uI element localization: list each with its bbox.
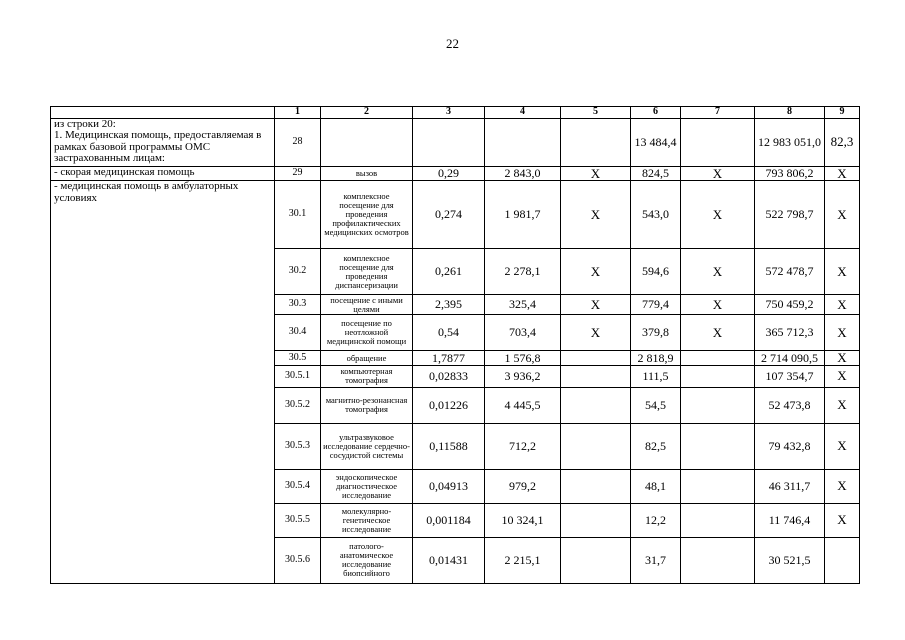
- value-col9: 82,3: [825, 118, 860, 166]
- table-row: [51, 181, 860, 249]
- value-col4: 2 278,1: [485, 249, 561, 295]
- unit-name: посещение по неотложной медицинской помощи: [321, 315, 413, 351]
- value-col3: 0,04913: [413, 469, 485, 503]
- value-col8: 2 714 090,5: [755, 351, 825, 366]
- value-col5: X: [561, 181, 631, 249]
- value-col7: [681, 423, 755, 469]
- value-col6: 48,1: [631, 469, 681, 503]
- page-number: 22: [446, 36, 459, 51]
- value-col5: [561, 351, 631, 366]
- value-col7: [681, 503, 755, 537]
- value-col6: 111,5: [631, 365, 681, 387]
- value-col6: 13 484,4: [631, 118, 681, 166]
- value-col9: X: [825, 387, 860, 423]
- row-number: 30.3: [275, 295, 321, 315]
- unit-name: обращение: [321, 351, 413, 366]
- value-col3: 2,395: [413, 295, 485, 315]
- value-col5: [561, 118, 631, 166]
- value-col5: [561, 365, 631, 387]
- value-col3: 0,29: [413, 166, 485, 181]
- value-col3: 0,261: [413, 249, 485, 295]
- value-col3: 0,54: [413, 315, 485, 351]
- value-col6: 779,4: [631, 295, 681, 315]
- row-number: 30.1: [275, 181, 321, 249]
- value-col4: 2 215,1: [485, 537, 561, 583]
- value-col7: X: [681, 249, 755, 295]
- unit-name: патолого-анатомическое исследование биопсийного: [321, 537, 413, 583]
- unit-name: компьютерная томография: [321, 365, 413, 387]
- value-col8: 30 521,5: [755, 537, 825, 583]
- value-col5: [561, 503, 631, 537]
- unit-name: вызов: [321, 166, 413, 181]
- value-col8: 79 432,8: [755, 423, 825, 469]
- value-col7: [681, 387, 755, 423]
- value-col6: 824,5: [631, 166, 681, 181]
- value-col4: 1 576,8: [485, 351, 561, 366]
- value-col9: X: [825, 503, 860, 537]
- value-col9: X: [825, 469, 860, 503]
- value-col4: 1 981,7: [485, 181, 561, 249]
- row-number: 30.5.5: [275, 503, 321, 537]
- value-col4: 979,2: [485, 469, 561, 503]
- value-col9: [825, 537, 860, 583]
- value-col3: 0,274: [413, 181, 485, 249]
- row-number: 30.4: [275, 315, 321, 351]
- row-number: 30.5.2: [275, 387, 321, 423]
- value-col6: 82,5: [631, 423, 681, 469]
- header-row: [51, 107, 860, 119]
- header-cell-8: 8: [755, 107, 825, 119]
- row-number: 30.5.1: [275, 365, 321, 387]
- value-col4: 3 936,2: [485, 365, 561, 387]
- value-col8: 750 459,2: [755, 295, 825, 315]
- row-label: - скорая медицинская помощь: [51, 166, 275, 181]
- unit-name: комплексное посещение для проведения диспансеризации: [321, 249, 413, 295]
- header-cell-6: 6: [631, 107, 681, 119]
- value-col5: X: [561, 295, 631, 315]
- value-col6: 12,2: [631, 503, 681, 537]
- table-row: [51, 166, 860, 181]
- unit-name: посещение с иными целями: [321, 295, 413, 315]
- value-col6: 543,0: [631, 181, 681, 249]
- row-number: 29: [275, 166, 321, 181]
- row-number: 28: [275, 118, 321, 166]
- row-number: 30.5.6: [275, 537, 321, 583]
- value-col6: 379,8: [631, 315, 681, 351]
- value-col7: [681, 469, 755, 503]
- value-col6: 54,5: [631, 387, 681, 423]
- value-col7: X: [681, 181, 755, 249]
- value-col8: 572 478,7: [755, 249, 825, 295]
- value-col5: [561, 537, 631, 583]
- unit-name: эндоскопическое диагностическое исследование: [321, 469, 413, 503]
- value-col7: [681, 351, 755, 366]
- value-col3: [413, 118, 485, 166]
- value-col8: 11 746,4: [755, 503, 825, 537]
- value-col3: 0,02833: [413, 365, 485, 387]
- value-col5: [561, 387, 631, 423]
- value-col7: X: [681, 315, 755, 351]
- value-col3: 0,11588: [413, 423, 485, 469]
- row-label: из строки 20: 1. Медицинская помощь, предоставляемая в рамках базовой программы ОМС застрахованным лицам:: [51, 118, 275, 166]
- unit-name: [321, 118, 413, 166]
- value-col9: X: [825, 249, 860, 295]
- value-col4: 703,4: [485, 315, 561, 351]
- row-number: 30.5.4: [275, 469, 321, 503]
- value-col6: 31,7: [631, 537, 681, 583]
- header-cell-1: 1: [275, 107, 321, 119]
- value-col7: X: [681, 166, 755, 181]
- value-col4: 712,2: [485, 423, 561, 469]
- unit-name: комплексное посещение для проведения профилактических медицинских осмотров: [321, 181, 413, 249]
- value-col3: 0,001184: [413, 503, 485, 537]
- header-cell-9: 9: [825, 107, 860, 119]
- value-col4: [485, 118, 561, 166]
- value-col5: X: [561, 315, 631, 351]
- value-col9: X: [825, 166, 860, 181]
- value-col9: X: [825, 315, 860, 351]
- row-number: 30.5: [275, 351, 321, 366]
- header-cell-4: 4: [485, 107, 561, 119]
- header-cell-5: 5: [561, 107, 631, 119]
- header-cell-2: 2: [321, 107, 413, 119]
- value-col9: X: [825, 295, 860, 315]
- value-col8: 107 354,7: [755, 365, 825, 387]
- value-col4: 4 445,5: [485, 387, 561, 423]
- value-col6: 594,6: [631, 249, 681, 295]
- table-row: [51, 118, 860, 166]
- row-number: 30.5.3: [275, 423, 321, 469]
- value-col4: 325,4: [485, 295, 561, 315]
- value-col9: X: [825, 365, 860, 387]
- value-col8: 52 473,8: [755, 387, 825, 423]
- value-col7: [681, 365, 755, 387]
- value-col8: 793 806,2: [755, 166, 825, 181]
- value-col5: X: [561, 166, 631, 181]
- row-number: 30.2: [275, 249, 321, 295]
- unit-name: магнитно-резонансная томография: [321, 387, 413, 423]
- unit-name: ультразвуковое исследование сердечно-сосудистой системы: [321, 423, 413, 469]
- value-col3: 0,01226: [413, 387, 485, 423]
- value-col3: 0,01431: [413, 537, 485, 583]
- value-col8: 46 311,7: [755, 469, 825, 503]
- row-label-ambulatory: - медицинская помощь в амбулаторных условиях: [51, 181, 275, 584]
- header-cell-7: 7: [681, 107, 755, 119]
- value-col9: X: [825, 351, 860, 366]
- value-col9: X: [825, 423, 860, 469]
- value-col5: X: [561, 249, 631, 295]
- value-col5: [561, 469, 631, 503]
- data-table: [50, 106, 860, 584]
- value-col8: 12 983 051,0: [755, 118, 825, 166]
- value-col8: 365 712,3: [755, 315, 825, 351]
- value-col4: 10 324,1: [485, 503, 561, 537]
- value-col4: 2 843,0: [485, 166, 561, 181]
- unit-name: молекулярно-генетическое исследование: [321, 503, 413, 537]
- value-col8: 522 798,7: [755, 181, 825, 249]
- value-col3: 1,7877: [413, 351, 485, 366]
- value-col7: [681, 537, 755, 583]
- value-col7: [681, 118, 755, 166]
- value-col6: 2 818,9: [631, 351, 681, 366]
- value-col9: X: [825, 181, 860, 249]
- header-cell-empty: [51, 107, 275, 119]
- value-col5: [561, 423, 631, 469]
- header-cell-3: 3: [413, 107, 485, 119]
- value-col7: X: [681, 295, 755, 315]
